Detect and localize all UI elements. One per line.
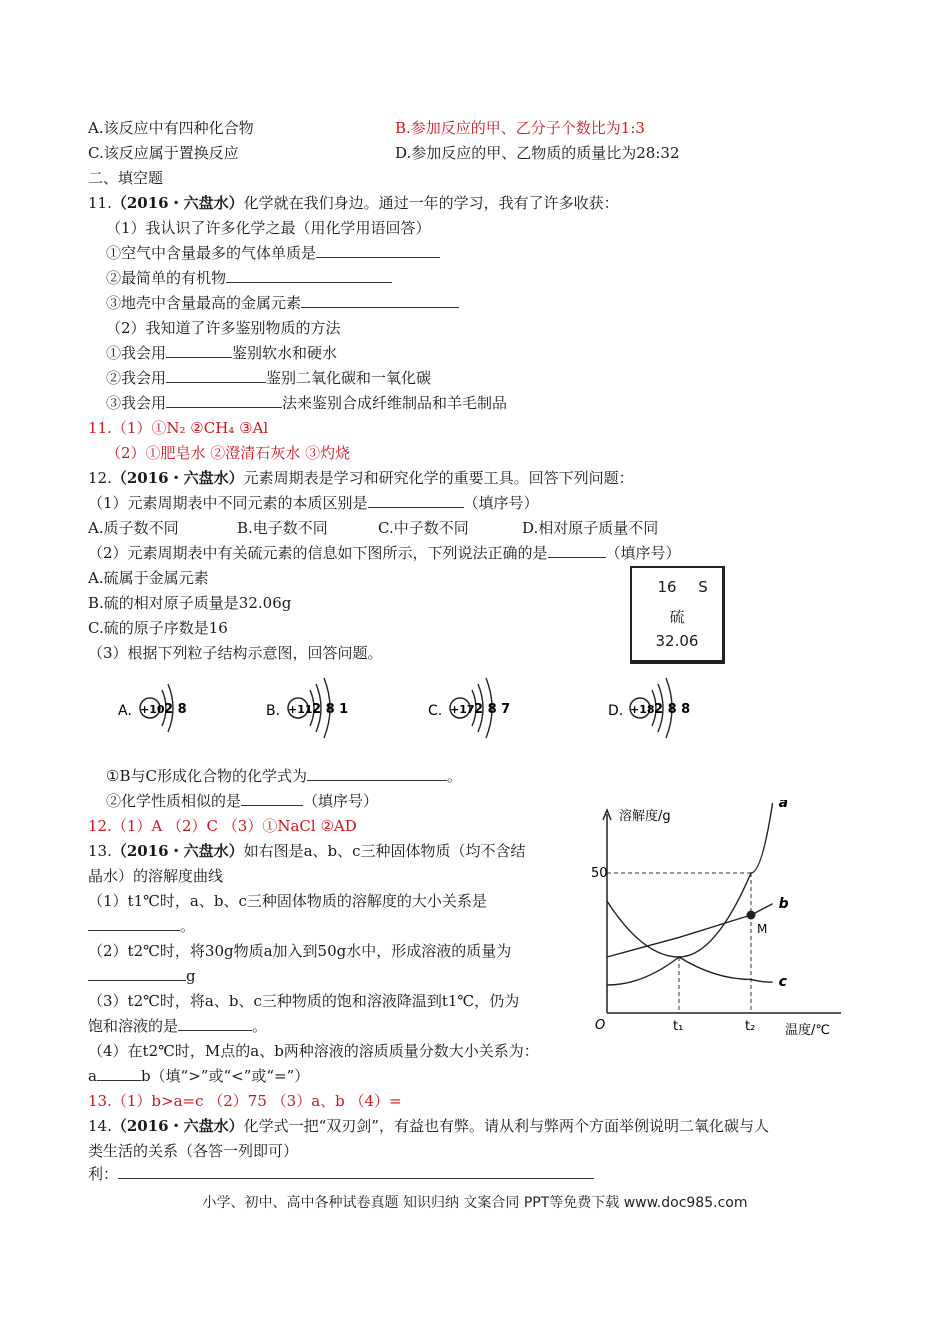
series-label-b: b bbox=[778, 895, 789, 912]
q11-stem: 11.（2016・六盘水）化学就在我们身边。通过一年的学习，我有了许多收获： bbox=[88, 194, 619, 212]
q14-benefit: 利： bbox=[88, 1164, 594, 1184]
x-tick-label: t₂ bbox=[745, 1019, 756, 1034]
atom-structure-diagrams bbox=[0, 660, 950, 760]
series-line-b bbox=[607, 904, 773, 957]
q11-answer-1: 11.（1）①N₂ ②CH₄ ③Al bbox=[88, 419, 269, 437]
q10-option-d: D.参加反应的甲、乙物质的质量比为28:32 bbox=[395, 144, 680, 162]
q11-part1: （1）我认识了许多化学之最（用化学用语回答） bbox=[106, 219, 431, 237]
nucleus-charge: +11 bbox=[288, 703, 313, 716]
q12-part2-option: B.硫的相对原子质量是32.06g bbox=[88, 594, 292, 612]
point-m bbox=[747, 911, 756, 920]
q13-part4b: a b（填“>”或“<”或“=”） bbox=[88, 1067, 310, 1085]
point-m-label: M bbox=[757, 922, 768, 936]
card-atomic-number: 16 bbox=[657, 578, 677, 596]
nucleus-charge: +18 bbox=[630, 703, 655, 716]
q12-part2-option: A.硫属于金属元素 bbox=[88, 569, 209, 587]
solubility-chart bbox=[585, 800, 855, 1045]
q11-part1b: ②最简单的有机物 bbox=[106, 268, 392, 288]
series-label-a: a bbox=[778, 800, 789, 811]
q14-stem-1: 14.（2016・六盘水）化学式一把“双刃剑”，有益也有弊。请从利与弊两个方面举例说明二氧化碳与人 bbox=[88, 1117, 769, 1135]
electron-counts: 2 8 1 bbox=[312, 702, 349, 717]
q13-part2-blank: g bbox=[88, 966, 196, 986]
q13-part3b: 饱和溶液的是 。 bbox=[88, 1017, 268, 1035]
section-heading: 二、填空题 bbox=[88, 169, 164, 187]
atom-diagram-b bbox=[266, 678, 348, 738]
nucleus-charge: +17 bbox=[450, 703, 475, 716]
q10-option-a: A.该反应中有四种化合物 bbox=[88, 119, 254, 137]
x-axis-label: 温度/℃ bbox=[785, 1023, 830, 1038]
q13-part1-blank: 。 bbox=[88, 916, 195, 936]
q11-part2c: ③我会用 法来鉴别合成纤维制品和羊毛制品 bbox=[106, 394, 508, 412]
q12-part2: （2）元素周期表中有关硫元素的信息如下图所示，下列说法正确的是 （填序号） bbox=[88, 544, 681, 562]
nucleus-charge: +10 bbox=[140, 703, 165, 716]
x-tick-label: t₁ bbox=[673, 1019, 684, 1034]
q13-stem-1: 13.（2016・六盘水）如右图是a、b、c三种固体物质（均不含结 bbox=[88, 842, 526, 860]
q11-part1a: ①空气中含量最多的气体单质是 bbox=[106, 243, 440, 263]
atom-label: C. bbox=[428, 703, 443, 719]
q13-answer: 13.（1）b>a=c （2）75 （3）a、b （4）= bbox=[88, 1092, 402, 1110]
q12-part1: （1）元素周期表中不同元素的本质区别是 （填序号） bbox=[88, 494, 539, 512]
q13-part1: （1）t1℃时，a、b、c三种固体物质的溶解度的大小关系是 bbox=[88, 892, 487, 910]
atom-label: D. bbox=[608, 703, 624, 719]
q13-part3: （3）t2℃时，将a、b、c三种物质的饱和溶液降温到t1℃，仍为 bbox=[88, 992, 520, 1010]
electron-counts: 2 8 8 bbox=[654, 702, 691, 717]
atom-diagram-c bbox=[428, 678, 510, 738]
series-label-c: c bbox=[778, 974, 787, 991]
y-axis-label: 溶解度/g bbox=[619, 809, 671, 824]
q14-stem-2: 类生活的关系（各答一列即可） bbox=[88, 1142, 299, 1160]
q12-part1-option: A.质子数不同 bbox=[88, 519, 179, 537]
q12-part1-option: D.相对原子质量不同 bbox=[522, 519, 659, 537]
y-tick-label: 50 bbox=[591, 866, 608, 881]
q12-part3: （3）根据下列粒子结构示意图，回答问题。 bbox=[88, 644, 383, 662]
q12-answer: 12.（1）A （2）C （3）①NaCl ②AD bbox=[88, 817, 357, 835]
sulfur-element-card bbox=[630, 566, 725, 664]
q12-part3a: ①B与C形成化合物的化学式为 。 bbox=[106, 767, 462, 785]
series-line-a bbox=[607, 803, 773, 985]
electron-counts: 2 8 7 bbox=[474, 702, 511, 717]
page-footer: 小学、初中、高中各种试卷真题 知识归纳 文案合同 PPT等免费下载 www.doc985.com bbox=[202, 1195, 748, 1211]
q12-part1-option: B.电子数不同 bbox=[237, 519, 328, 537]
atom-diagram-d bbox=[608, 678, 690, 738]
q12-stem: 12.（2016・六盘水）元素周期表是学习和研究化学的重要工具。回答下列问题： bbox=[88, 469, 634, 487]
q11-part2: （2）我知道了许多鉴别物质的方法 bbox=[106, 319, 341, 337]
q11-part1c: ③地壳中含量最高的金属元素 bbox=[106, 293, 459, 313]
card-atomic-mass: 32.06 bbox=[655, 632, 699, 650]
q10-option-b: B.参加反应的甲、乙分子个数比为1:3 bbox=[395, 119, 645, 137]
q12-part2-option: C.硫的原子序数是16 bbox=[88, 619, 228, 637]
q11-part2a: ①我会用 鉴别软水和硬水 bbox=[106, 344, 338, 362]
origin-label: O bbox=[595, 1018, 606, 1033]
q13-stem-2: 晶水）的溶解度曲线 bbox=[88, 867, 224, 885]
q13-part2: （2）t2℃时，将30g物质a加入到50g水中，形成溶液的质量为 bbox=[88, 942, 512, 960]
q10-option-c: C.该反应属于置换反应 bbox=[88, 144, 239, 162]
atom-label: A. bbox=[118, 703, 132, 719]
electron-counts: 2 8 bbox=[164, 702, 187, 717]
card-name: 硫 bbox=[669, 608, 685, 626]
q11-part2b: ②我会用 鉴别二氧化碳和一氧化碳 bbox=[106, 369, 432, 387]
atom-diagram-a bbox=[118, 684, 187, 732]
q12-part3b: ②化学性质相似的是 （填序号） bbox=[106, 792, 379, 810]
q13-part4: （4）在t2℃时，M点的a、b两种溶液的溶质质量分数大小关系为： bbox=[88, 1042, 539, 1060]
card-symbol: S bbox=[698, 578, 708, 596]
atom-label: B. bbox=[266, 703, 281, 719]
q12-part1-option: C.中子数不同 bbox=[378, 519, 469, 537]
q11-answer-2: （2）①肥皂水 ②澄清石灰水 ③灼烧 bbox=[106, 444, 351, 462]
